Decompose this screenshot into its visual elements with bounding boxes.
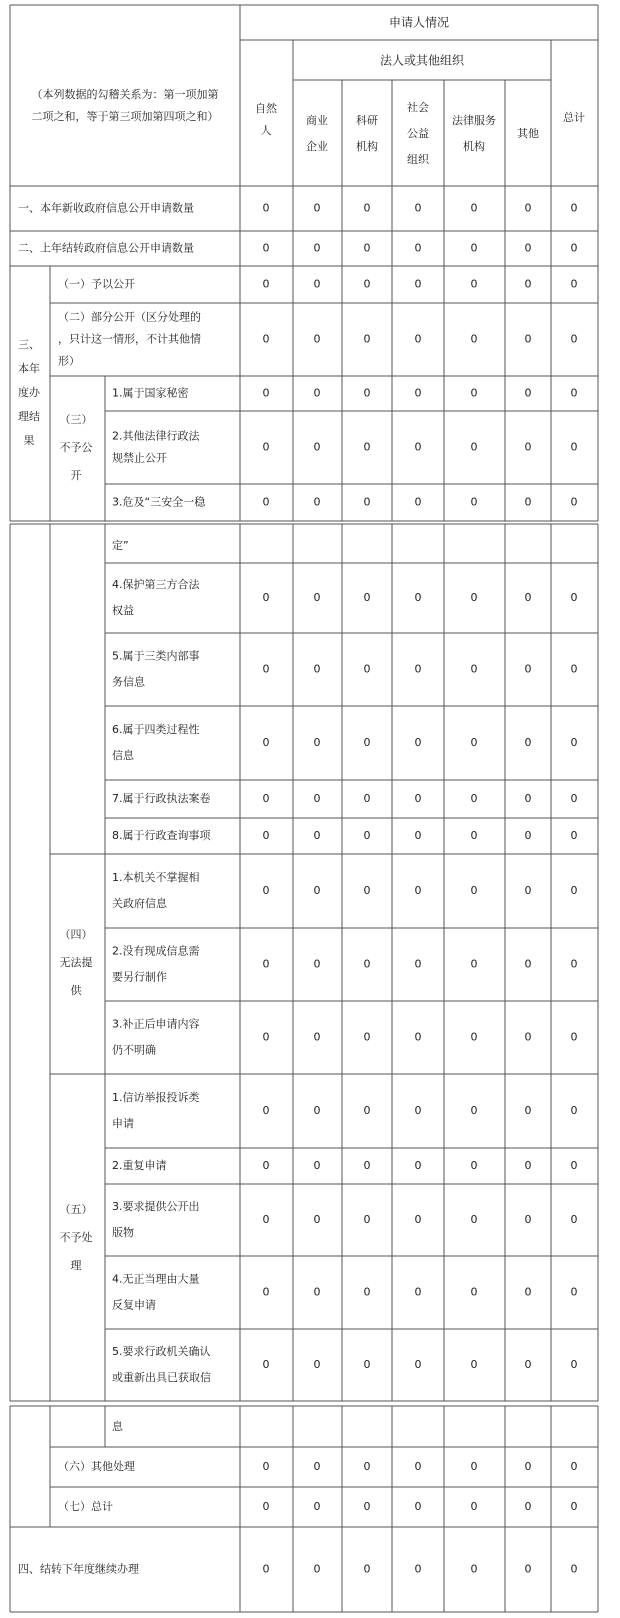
row-value: 0 (414, 1285, 422, 1299)
row-label: 一、本年新收政府信息公开申请数量 (18, 201, 194, 215)
row-value: 0 (524, 1500, 532, 1513)
row-value: 0 (363, 829, 371, 842)
header-total: 总计 (563, 111, 585, 124)
row-value: 0 (470, 386, 478, 400)
group-not-disclosed: （三）不予公开 (59, 413, 93, 482)
row-value: 0 (414, 386, 422, 400)
row-label: 7.属于行政执法案卷 (112, 792, 211, 805)
row-value: 0 (313, 277, 321, 291)
header-natural-person: 自然人 (255, 102, 277, 137)
row-value: 0 (262, 495, 270, 509)
row-label: （六）其他处理 (58, 1460, 135, 1473)
row-value: 0 (470, 1213, 478, 1226)
row-value: 0 (470, 440, 478, 454)
row-value: 0 (313, 1159, 321, 1172)
row-value: 0 (524, 792, 532, 805)
row-value: 0 (470, 241, 478, 255)
row-value: 0 (262, 957, 270, 971)
row-label: 6.属于四类过程性信息 (112, 723, 200, 762)
row-value: 0 (313, 1358, 321, 1371)
row-label: 2.没有现成信息需要另行制作 (112, 944, 200, 984)
row-value: 0 (414, 1030, 422, 1044)
row-value: 0 (570, 1562, 578, 1576)
row-value: 0 (262, 332, 270, 346)
row-value: 0 (262, 1159, 270, 1172)
row-value: 0 (470, 1285, 478, 1299)
row-value: 0 (313, 591, 321, 604)
row-value: 0 (363, 495, 371, 509)
row-value: 0 (570, 736, 578, 749)
row-label: （二）部分公开（区分处理的，只计这一情形，不计其他情形） (58, 310, 201, 368)
row-value: 0 (524, 277, 532, 291)
row-value: 0 (414, 1500, 422, 1513)
row-value: 0 (570, 1213, 578, 1226)
row-value: 0 (414, 201, 422, 215)
row-value: 0 (414, 440, 422, 454)
row-value: 0 (524, 332, 532, 346)
section-3-label: 三、本年度办理结果 (18, 338, 40, 447)
row-label: 3.补正后申请内容仍不明确 (112, 1017, 200, 1057)
row-value: 0 (570, 662, 578, 676)
row-value: 0 (470, 884, 478, 897)
row-value: 0 (313, 957, 321, 971)
row-value: 0 (262, 591, 270, 604)
row-value: 0 (414, 1460, 422, 1473)
row-value: 0 (414, 662, 422, 676)
row-value: 0 (262, 1213, 270, 1226)
row-value: 0 (524, 1104, 532, 1117)
row-value: 0 (313, 386, 321, 400)
row-value: 0 (363, 277, 371, 291)
row-value: 0 (470, 1104, 478, 1117)
row-value: 0 (262, 1500, 270, 1513)
row-label: 5.要求行政机关确认或重新出具已获取信 (112, 1345, 211, 1384)
row-value: 0 (470, 201, 478, 215)
row-value: 0 (313, 1104, 321, 1117)
row-value: 0 (570, 591, 578, 604)
row-value: 0 (313, 736, 321, 749)
row-value: 0 (570, 241, 578, 255)
row-value: 0 (313, 792, 321, 805)
row-value: 0 (524, 241, 532, 255)
row-value: 0 (470, 332, 478, 346)
group-not-processed: （五）不予处理 (59, 1203, 93, 1272)
row-label: （七）总计 (58, 1500, 113, 1513)
row-value: 0 (262, 241, 270, 255)
row-value: 0 (363, 440, 371, 454)
row-value: 0 (262, 440, 270, 454)
row-value: 0 (262, 201, 270, 215)
row-value: 0 (313, 241, 321, 255)
row-value: 0 (570, 792, 578, 805)
row-value: 0 (524, 736, 532, 749)
header-org-col: 其他 (517, 127, 539, 140)
header-org-group: 法人或其他组织 (379, 53, 465, 68)
row-value: 0 (524, 201, 532, 215)
row-value: 0 (363, 1104, 371, 1117)
row-value: 0 (363, 792, 371, 805)
row-value: 0 (363, 1500, 371, 1513)
row-value: 0 (363, 1159, 371, 1172)
row-label: 1.本机关不掌握相关政府信息 (112, 871, 200, 910)
row-label: 四、结转下年度继续办理 (18, 1562, 139, 1576)
row-value: 0 (570, 495, 578, 509)
row-value: 0 (470, 957, 478, 971)
row-value: 0 (414, 277, 422, 291)
row-value: 0 (363, 386, 371, 400)
row-value: 0 (262, 1285, 270, 1299)
row-value: 0 (313, 1213, 321, 1226)
row-value: 0 (313, 201, 321, 215)
row-value: 0 (414, 1213, 422, 1226)
row-value: 0 (470, 736, 478, 749)
row-value: 0 (524, 1159, 532, 1172)
row-value: 0 (414, 591, 422, 604)
row-value: 0 (414, 1104, 422, 1117)
row-value: 0 (470, 1500, 478, 1513)
row-label: 1.信访举报投诉类申请 (112, 1091, 200, 1130)
row-value: 0 (414, 241, 422, 255)
row-value: 0 (570, 1460, 578, 1473)
row-value: 0 (524, 662, 532, 676)
row-value: 0 (524, 495, 532, 509)
header-applicant: 申请人情况 (388, 15, 450, 30)
row-value: 0 (262, 1358, 270, 1371)
row-value: 0 (524, 1562, 532, 1576)
row-value: 0 (524, 1213, 532, 1226)
row-value: 0 (570, 1358, 578, 1371)
row-value: 0 (524, 884, 532, 897)
row-value: 0 (262, 829, 270, 842)
row-value: 0 (313, 332, 321, 346)
row-value: 0 (363, 332, 371, 346)
header-note: （本列数据的勾稽关系为：第一项加第二项之和，等于第三项加第四项之和） (31, 88, 219, 123)
row-value: 0 (363, 1285, 371, 1299)
row-value: 0 (414, 957, 422, 971)
row-value: 0 (313, 884, 321, 897)
row-value: 0 (570, 277, 578, 291)
row-value: 0 (262, 792, 270, 805)
row-value: 0 (313, 1460, 321, 1473)
row-label: 二、上年结转政府信息公开申请数量 (18, 241, 194, 255)
row-value: 0 (262, 884, 270, 897)
row-value: 0 (262, 386, 270, 400)
row-value: 0 (470, 277, 478, 291)
row-value: 0 (363, 736, 371, 749)
row-label: 4.无正当理由大量反复申请 (112, 1272, 200, 1312)
row-value: 0 (313, 662, 321, 676)
row-value: 0 (470, 1358, 478, 1371)
row-value: 0 (570, 1104, 578, 1117)
row-value: 0 (313, 495, 321, 509)
row-value: 0 (313, 1030, 321, 1044)
row-value: 0 (524, 1030, 532, 1044)
row-value: 0 (524, 386, 532, 400)
row-value: 0 (524, 829, 532, 842)
row-value: 0 (313, 440, 321, 454)
row-value: 0 (414, 1358, 422, 1371)
row-value: 0 (524, 591, 532, 604)
row-value: 0 (313, 1562, 321, 1576)
row-label: 3.要求提供公开出版物 (112, 1200, 200, 1239)
row-label: 2.重复申请 (112, 1159, 167, 1172)
row-value: 0 (524, 957, 532, 971)
group-cannot-provide: （四）无法提供 (59, 928, 93, 997)
row-value: 0 (414, 829, 422, 842)
row-label: 8.属于行政查询事项 (112, 829, 211, 842)
row-value: 0 (363, 1213, 371, 1226)
row-label-continued: 息 (112, 1420, 123, 1433)
row-value: 0 (524, 1358, 532, 1371)
header-org-col: 商业企业 (306, 114, 328, 153)
table-text (18, 15, 585, 1576)
row-value: 0 (414, 495, 422, 509)
row-value: 0 (262, 277, 270, 291)
row-value: 0 (570, 1030, 578, 1044)
row-value: 0 (524, 1285, 532, 1299)
row-label: （一）予以公开 (58, 277, 135, 291)
row-label: 2.其他法律行政法规禁止公开 (112, 429, 200, 465)
header-org-col: 科研机构 (356, 114, 378, 153)
row-value: 0 (570, 332, 578, 346)
row-value: 0 (470, 662, 478, 676)
row-value: 0 (363, 201, 371, 215)
row-label-continued: 定” (112, 539, 129, 552)
row-value: 0 (262, 1460, 270, 1473)
row-label: 5.属于三类内部事务信息 (112, 649, 200, 689)
row-value: 0 (570, 1285, 578, 1299)
row-value: 0 (524, 440, 532, 454)
row-value: 0 (570, 1500, 578, 1513)
row-value: 0 (363, 957, 371, 971)
row-value: 0 (570, 201, 578, 215)
row-value: 0 (470, 1159, 478, 1172)
row-value: 0 (524, 1460, 532, 1473)
row-label: 1.属于国家秘密 (112, 386, 189, 400)
row-value: 0 (363, 241, 371, 255)
row-value: 0 (363, 1562, 371, 1576)
row-value: 0 (470, 591, 478, 604)
row-value: 0 (262, 1104, 270, 1117)
row-value: 0 (414, 332, 422, 346)
row-value: 0 (414, 884, 422, 897)
row-value: 0 (570, 440, 578, 454)
row-value: 0 (363, 1358, 371, 1371)
row-value: 0 (262, 1030, 270, 1044)
row-value: 0 (313, 1500, 321, 1513)
row-value: 0 (262, 1562, 270, 1576)
row-value: 0 (414, 736, 422, 749)
row-value: 0 (570, 829, 578, 842)
header-org-col: 社会公益组织 (407, 101, 429, 166)
row-value: 0 (470, 495, 478, 509)
row-value: 0 (363, 591, 371, 604)
row-value: 0 (363, 884, 371, 897)
row-value: 0 (570, 386, 578, 400)
row-value: 0 (570, 1159, 578, 1172)
row-value: 0 (363, 1030, 371, 1044)
row-value: 0 (470, 1460, 478, 1473)
row-value: 0 (414, 792, 422, 805)
row-value: 0 (570, 884, 578, 897)
row-value: 0 (470, 792, 478, 805)
row-value: 0 (414, 1562, 422, 1576)
row-value: 0 (262, 736, 270, 749)
row-value: 0 (414, 1159, 422, 1172)
row-value: 0 (363, 662, 371, 676)
row-value: 0 (262, 662, 270, 676)
row-value: 0 (570, 957, 578, 971)
row-value: 0 (313, 1285, 321, 1299)
row-label: 4.保护第三方合法权益 (112, 578, 200, 617)
header-org-col: 法律服务机构 (452, 114, 496, 153)
row-value: 0 (470, 1030, 478, 1044)
row-value: 0 (470, 1562, 478, 1576)
row-label: 3.危及“三安全一稳 (112, 495, 206, 509)
row-value: 0 (313, 829, 321, 842)
row-value: 0 (470, 829, 478, 842)
row-value: 0 (363, 1460, 371, 1473)
